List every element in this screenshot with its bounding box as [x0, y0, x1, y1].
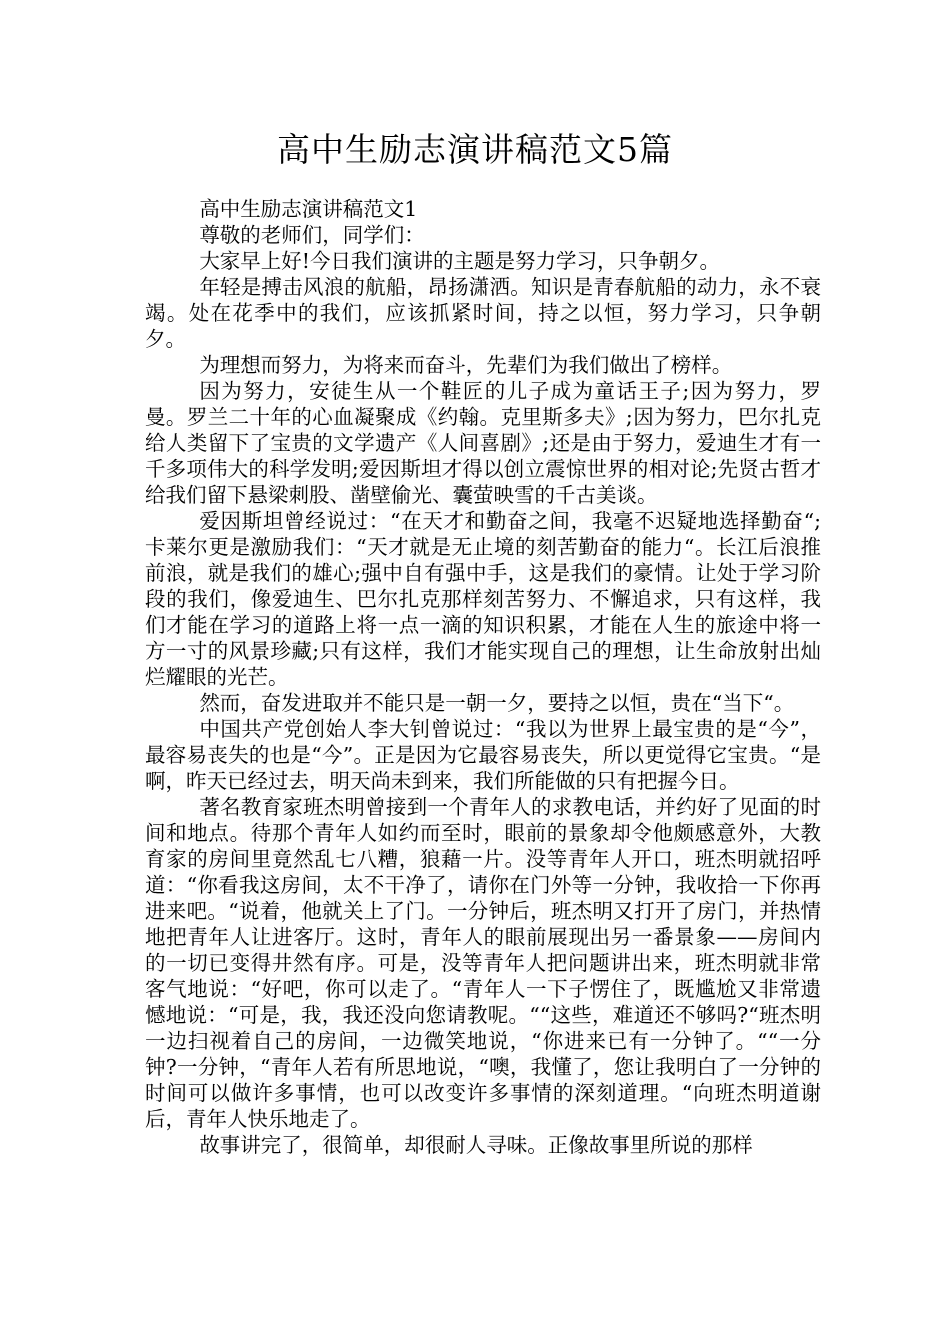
paragraph: 年轻是搏击风浪的航船，昂扬潇洒。知识是青春航船的动力，永不衰竭。处在花季中的我们，应该抓紧时间，持之以恒，努力学习，只争朝夕。 — [145, 275, 821, 351]
paragraph: 大家早上好!今日我们演讲的主题是努力学习，只争朝夕。 — [199, 249, 721, 273]
paragraph: 中国共产党创始人李大钊曾说过：“我以为世界上最宝贵的是“今”，最容易丧失的也是“今”。正是因为它最容易丧失，所以更觉得它宝贵。“是啊，昨天已经过去，明天尚未到来，我们所能做的只有把握今日。 — [145, 717, 821, 793]
paragraph: 因为努力，安徒生从一个鞋匠的儿子成为童话王子;因为努力，罗曼。罗兰二十年的心血凝聚成《约翰。克里斯多夫》;因为努力，巴尔扎克给人类留下了宝贵的文学遗产《人间喜剧》;还是由于努力，爱迪生才有一千多项伟大的科学发明;爱因斯坦才得以创立震惊世界的相对论;先贤古哲才给我们留下悬梁刺股、凿壁偷光、囊萤映雪的千古美谈。 — [145, 379, 821, 507]
paragraph: 然而，奋发进取并不能只是一朝一夕，要持之以恒，贵在“当下“。 — [199, 691, 795, 715]
paragraph: 高中生励志演讲稿范文1 — [199, 197, 418, 221]
paragraph: 故事讲完了，很简单，却很耐人寻味。正像故事里所说的那样 — [199, 1133, 753, 1157]
paragraph: 著名教育家班杰明曾接到一个青年人的求教电话，并约好了见面的时间和地点。待那个青年人如约而至时，眼前的景象却令他颇感意外，大教育家的房间里竟然乱七八糟，狼藉一片。没等青年人开口，班杰明就招呼道：“你看我这房间，太不干净了，请你在门外等一分钟，我收拾一下你再进来吧。“说着，他就关上了门。一分钟后，班杰明又打开了房门，并热情地把青年人让进客厅。这时，青年人的眼前展现出另一番景象——房间内的一切已变得井然有序。可是，没等青年人把问题讲出来，班杰明就非常客气地说：“好吧，你可以走了。“青年人一下子愣住了，既尴尬又非常遗憾地说：“可是，我，我还没向您请教呢。““这些，难道还不够吗?“班杰明一边扫视着自己的房间，一边微笑地说，“你进来已有一分钟了。““一分钟?一分钟，“青年人若有所思地说，“噢，我懂了，您让我明白了一分钟的时间可以做许多事情，也可以改变许多事情的深刻道理。“向班杰明道谢后，青年人快乐地走了。 — [145, 795, 821, 1131]
document-title: 高中生励志演讲稿范文5篇 — [277, 130, 673, 169]
paragraph: 尊敬的老师们，同学们： — [199, 223, 425, 247]
paragraph: 爱因斯坦曾经说过：“在天才和勤奋之间，我毫不迟疑地选择勤奋“;卡莱尔更是激励我们：“天才就是无止境的刻苦勤奋的能力“。长江后浪推前浪，就是我们的雄心;强中自有强中手，这是我们的豪情。让处于学习阶段的我们，像爱迪生、巴尔扎克那样刻苦努力、不懈追求，只有这样，我们才能在学习的道路上将一点一滴的知识积累，才能在人生的旅途中将一方一寸的风景珍藏;只有这样，我们才能实现自己的理想，让生命放射出灿烂耀眼的光芒。 — [145, 509, 821, 689]
document-body — [145, 196, 821, 1158]
paragraph: 为理想而努力，为将来而奋斗，先辈们为我们做出了榜样。 — [199, 353, 733, 377]
